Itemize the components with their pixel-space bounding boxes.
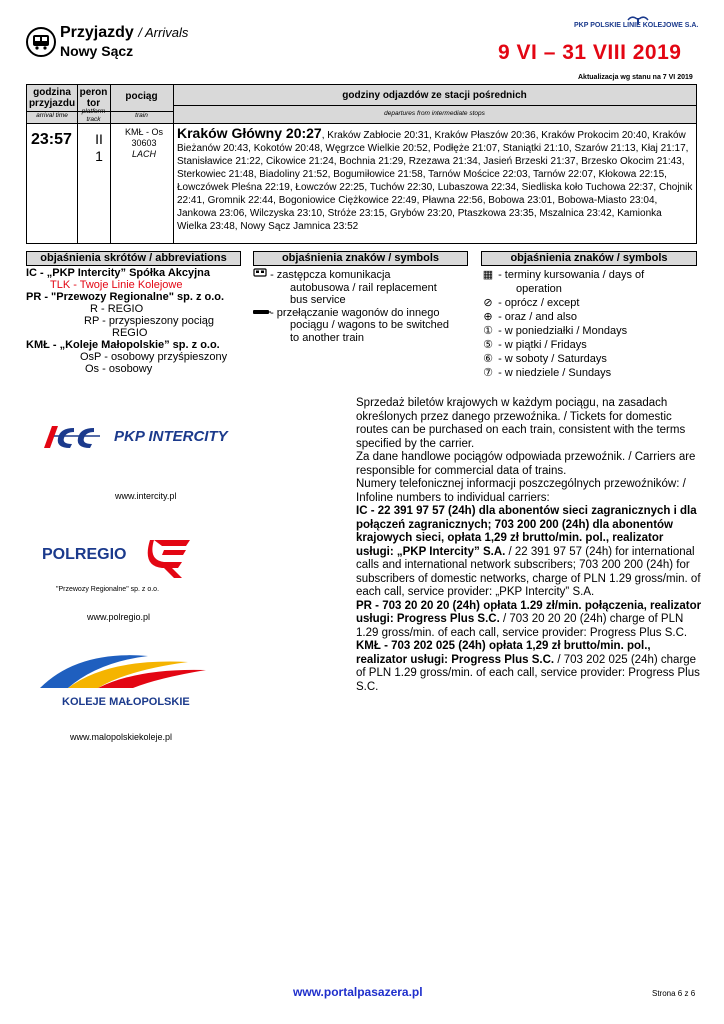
header-stops: godziny odjazdów ze stacji pośrednich xyxy=(342,90,527,101)
page-title: Przyjazdy / Arrivals xyxy=(60,24,189,41)
sym-saturday-text: - w soboty / Saturdays xyxy=(498,353,607,365)
koleje-malopolskie-logo-icon xyxy=(38,648,208,699)
train-icon xyxy=(26,27,56,57)
sym-wagon-text-2: pociągu / wagons to be switched xyxy=(290,319,449,331)
sym-bus-text: - zastępcza komunikacja xyxy=(270,269,391,281)
km-link[interactable]: www.malopolskiekoleje.pl xyxy=(70,732,173,742)
arrival-time: 23:57 xyxy=(31,131,72,148)
wagon-switch-icon xyxy=(253,307,267,320)
friday-icon: ⑤ xyxy=(483,339,493,351)
sym-friday-text: - w piątki / Fridays xyxy=(498,339,587,351)
header-platform: peron tor xyxy=(79,87,108,109)
abbr-pr: PR - "Przewozy Regionalne" sp. z o.o. xyxy=(26,291,225,303)
abbr-ic: IC - „PKP Intercity” Spółka Akcyjna xyxy=(26,267,211,279)
intercity-logo-text: PKP INTERCITY xyxy=(114,428,228,445)
sym-monday-text: - w poniedziałki / Mondays xyxy=(498,325,628,337)
symbols-heading-2: objaśnienia znaków / symbols xyxy=(481,251,697,266)
train-info xyxy=(114,127,174,160)
intercity-logo-icon xyxy=(40,422,104,452)
platform: II xyxy=(95,131,103,147)
bus-icon xyxy=(253,268,267,282)
pkp-logo-text: PKP POLSKIE LINIE KOLEJOWE S.A. xyxy=(574,22,699,29)
header-time: godzina przyjazdu xyxy=(28,87,76,109)
sunday-icon: ⑦ xyxy=(483,367,493,379)
monday-icon: ① xyxy=(483,325,493,337)
info-carriers: Za dane handlowe pociągów odpowiada przewoźnik. / Carriers are responsible for commercial data of trains. xyxy=(356,451,696,477)
info-pr: PR - 703 20 20 20 (24h) opłata 1.29 zł/min. połączenia, realizator usługi: Progress Plus S.C. / 703 20 20 20 (24h) charge of PLN 1.29 gross/min. of each call, service provider: Progress Plus S.C. xyxy=(356,599,702,639)
abbreviations-heading: objaśnienia skrótów / abbreviations xyxy=(26,251,241,266)
train-name: LACH xyxy=(131,149,156,159)
sym-sunday-text: - w niedziele / Sundays xyxy=(498,367,612,379)
symbols-legend-2 xyxy=(481,251,697,380)
header-platform-en: platform track xyxy=(81,108,106,123)
sym-bus-text-2: autobusowa / rail replacement xyxy=(290,281,437,294)
info-ic: IC - 22 391 97 57 (24h) dla abonentów sieci zagranicznych i dla połączeń zagranicznych; 703 200 200 (24h) dla abonentów krajowych sieci, opłata 1,29 zł brutto/min. pol., realizator usługi: „PKP Intercity” S.A. / 22 391 97 57 (24h) for international calls and international network subscribers; 703 200 200 (24h) for subscribers of domestic networks, charge of PLN 1.29 gross/min. of each call, service provider: „PKP Intercity” S.A. xyxy=(356,505,701,598)
also-icon: ⊕ xyxy=(483,311,493,323)
update-note: Aktualizacja wg stanu na 7 VI 2019 xyxy=(578,74,693,81)
portal-link[interactable]: www.portalpasazera.pl xyxy=(293,985,423,999)
sym-days-text-2: operation xyxy=(516,283,562,295)
sym-wagon-text: - przełączanie wagonów do innego xyxy=(270,306,440,319)
sym-also-text: - oraz / and also xyxy=(498,311,577,323)
train-number: 30603 xyxy=(131,138,157,148)
header-time-en: arrival time xyxy=(36,112,68,119)
koleje-malopolskie-logo-text: KOLEJE MAŁOPOLSKIE xyxy=(62,696,190,708)
header-stops-en: departures from intermediate stops xyxy=(384,110,485,117)
abbr-tlk: TLK - Twoje Linie Kolejowe xyxy=(50,279,183,291)
abbr-rp-cont: REGIO xyxy=(112,327,148,339)
abbreviations-legend xyxy=(26,251,241,375)
info-text xyxy=(356,397,702,694)
symbols-heading-1: objaśnienia znaków / symbols xyxy=(253,251,468,266)
symbols-legend-1 xyxy=(253,251,468,344)
train-type: KMŁ - Os xyxy=(124,127,163,137)
validity-dates: 9 VI – 31 VIII 2019 xyxy=(498,41,682,64)
header-train: pociąg xyxy=(125,91,158,102)
sym-except-text: - oprócz / except xyxy=(498,297,580,309)
abbr-r: R - REGIO xyxy=(90,303,144,315)
page-number: Strona 6 z 6 xyxy=(652,989,696,998)
abbr-os: Os - osobowy xyxy=(85,363,153,375)
info-tickets: Sprzedaż biletów krajowych w każdym pociągu, na zasadach określonych przez danego przewoźnika. / Tickets for domestic routes can be purchased on each train, consistent with the terms specified by the carrier. xyxy=(356,397,686,450)
except-icon: ⊘ xyxy=(483,297,493,309)
info-phones: Numery telefonicznej informacji poszczególnych przewoźników: / Infoline numbers to individual carriers: xyxy=(356,478,686,504)
origin-station: Kraków Główny 20:27 xyxy=(177,125,322,141)
saturday-icon: ⑥ xyxy=(483,353,493,365)
polregio-logo-text: POLREGIO xyxy=(42,546,127,563)
polregio-link[interactable]: www.polregio.pl xyxy=(87,612,151,622)
sym-bus-text-3: bus service xyxy=(290,294,346,306)
info-kml: KMŁ - 703 202 025 (24h) opłata 1,29 zł brutto/min. pol., realizator usługi: Progress Plus S.C. / 703 202 025 (24h) charge of PLN 1.29 gross/min. of each call, service provider: Progress Plus S.C. xyxy=(356,640,700,693)
station-name: Nowy Sącz xyxy=(60,43,134,59)
calendar-icon: ▦ xyxy=(482,269,494,281)
abbr-rp: RP - przyspieszony pociąg xyxy=(84,315,215,327)
sym-days-text: - terminy kursowania / days of xyxy=(498,269,645,281)
intermediate-stops xyxy=(177,127,693,233)
intercity-link[interactable]: www.intercity.pl xyxy=(115,491,177,501)
sym-wagon-text-3: to another train xyxy=(290,331,364,344)
track: 1 xyxy=(95,148,103,164)
polregio-logo-icon xyxy=(146,536,192,585)
abbr-kml: KMŁ - „Koleje Małopolskie” sp. z o.o. xyxy=(26,339,220,351)
abbr-osp: OsP - osobowy przyśpieszony xyxy=(80,351,228,363)
polregio-subtitle: "Przewozy Regionalne" sp. z o.o. xyxy=(56,586,160,593)
timetable xyxy=(26,84,697,244)
platform-track xyxy=(88,131,110,165)
header-train-en: train xyxy=(135,112,148,119)
stops-list: , Kraków Zabłocie 20:31, Kraków Płaszów 20:36, Kraków Prokocim 20:40, Kraków Bieżanów 20:43, Kokotów 20:48, Węgrzce Wielkie 20:52, Podłęże 21:07, Staniątki 21:10, Szarów 21:13, Kłaj 21:17, Stanisławice 21:22, Cikowice 21:24, Bochnia 21:29, Rzezawa 21:34, Jasień Brzeski 21:37, Brzesko Okocim 21:43, Sterkowiec 21:48, Biadoliny 21:52, Bogumiłowice 21:58, Tarnów Mościce 22:03, Tarnów 22:07, Kłokowa 22:15, Łowczówek Pleśna 22:19, Łowczów 22:25, Tuchów 22:30, Lubaszowa 22:34, Siedliska koło Tuchowa 22:37, Chojnik 22:41, Gromnik 22:44, Bogoniowice Ciężkowice 22:49, Pławna 22:56, Bobowa 23:01, Bobowa-Miasto 23:04, Jankowa 23:06, Wilczyska 23:10, Stróże 23:15, Grybów 23:20, Ptaszkowa 23:35, Mszalnica 23:42, Kamionka Wielka 23:48, Nowy Sącz Jamnica 23:52 xyxy=(177,130,693,232)
